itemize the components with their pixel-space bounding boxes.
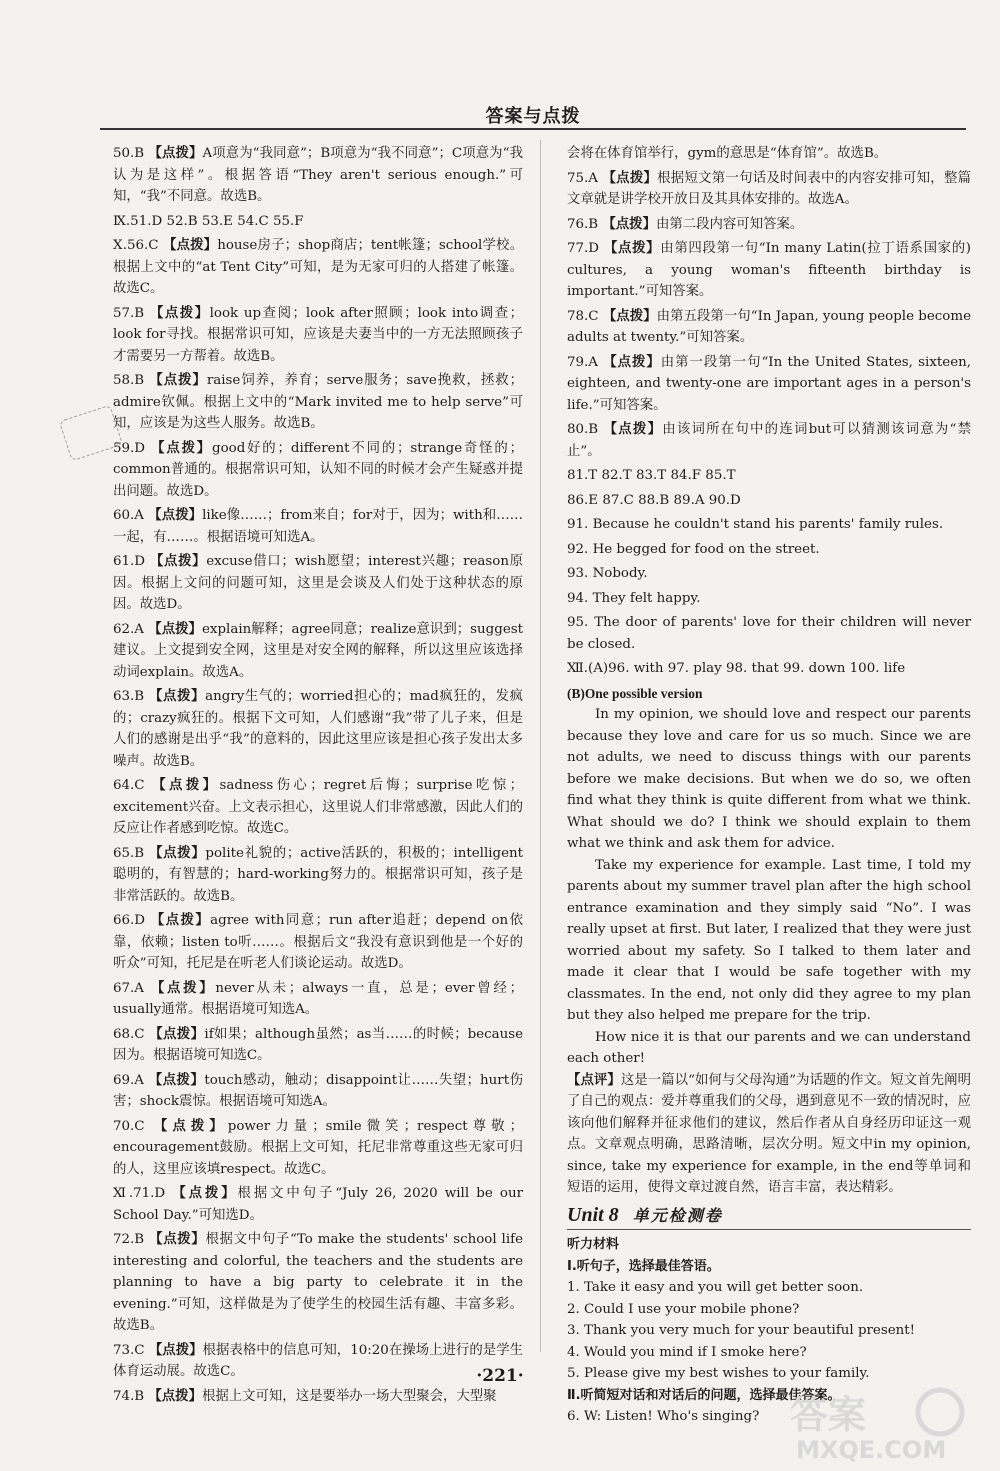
hint-tag: 【点拨】 <box>148 620 202 637</box>
answer-number: 95. <box>567 615 589 630</box>
answer-item <box>113 1183 523 1226</box>
page-number: ·221· <box>476 1366 524 1386</box>
answer-number: 92. <box>567 541 589 557</box>
hint-tag: 【点拨】 <box>148 1341 203 1358</box>
answer-text: power力量；smile微笑；respect尊敬；encouragement鼓励。根据上文可知，托尼非常尊重这些无家可归的人，这里应该填respect。故选C。 <box>113 1118 524 1177</box>
answer-number: 62.A <box>113 621 144 637</box>
hint-tag: 【点拨】 <box>602 215 656 232</box>
answer-text: good好的；different不同的；strange奇怪的；common普通的。根据常识可知，认知不同的时候才会产生疑惑并提出问题。故选D。 <box>113 440 524 499</box>
answer-number: 94. <box>567 590 589 606</box>
answer-number: 64.C <box>113 778 145 793</box>
answer-item <box>567 563 971 585</box>
hint-tag: 【点拨】 <box>149 553 207 569</box>
answer-text: touch感动，触动；disappoint让……失望；hurt伤害；shock震惊。根据语境可知选A。 <box>113 1072 523 1109</box>
listening-line: 5. Please give my best wishes to your family. <box>567 1366 870 1381</box>
answer-text: 由第一段第一句“In the United States, sixteen, eighteen, and twenty-one are important ages in a person's life.”可知答案。 <box>567 354 971 413</box>
answer-text: He begged for food on the street. <box>592 541 820 557</box>
answer-item <box>113 505 523 548</box>
answer-item <box>113 235 523 300</box>
answer-number: 69.A <box>113 1072 144 1088</box>
answer-number: 76.B <box>567 216 599 232</box>
answer-item <box>567 514 971 536</box>
hint-tag: 【点拨】 <box>150 912 211 928</box>
answer-number: 81.T <box>567 468 598 483</box>
essay-paragraph: How nice it is that our parents and we can understand each other! <box>567 1029 971 1066</box>
answer-number: 77.D <box>567 241 600 256</box>
answer-number: 68.C <box>113 1026 145 1042</box>
answer-text: 由第二段内容可知答案。 <box>655 216 804 232</box>
answer-number: 50.B <box>113 146 145 161</box>
answer-item <box>113 551 523 616</box>
answer-text: with 97. play 98. that 99. down 100. life <box>633 661 906 676</box>
answer-item <box>567 168 971 211</box>
column-divider <box>540 140 541 1352</box>
answer-number: 66.D <box>113 913 146 928</box>
essay-comment <box>567 1070 971 1199</box>
answer-item <box>113 978 523 1021</box>
answer-item <box>113 1229 523 1337</box>
answer-item <box>113 1024 523 1067</box>
answer-number: 86.E <box>567 492 599 508</box>
answer-item <box>113 143 523 208</box>
answer-number: 60.A <box>113 508 144 523</box>
essay-label: (B)One possible version <box>567 685 703 701</box>
listening-heading: 听力材料 <box>567 1237 620 1252</box>
answer-text: 87.C 88.B 89.A 90.D <box>602 492 741 508</box>
comment-text: 这是一篇以“如何与父母沟通”为话题的作文。短文首先阐明了自己的观点：爱并尊重我们的父母，遇到意见不一致的情况时，应该向他们解释并征求他们的建议，然后作者从自身经历印证这一观点。文章观点明确，思路清晰，层次分明。短文中in my opinion, since, take my experience for example, in the end等单词和短语的运用，使得文章过渡自然，语言丰富，表达精彩。 <box>567 1072 971 1195</box>
answer-text: Because he couldn't stand his parents' family rules. <box>592 517 944 532</box>
unit-title: Unit 8 <box>567 1203 619 1226</box>
hint-tag: 【点拨】 <box>602 169 658 186</box>
answer-item <box>567 214 971 236</box>
answer-text: if如果；although虽然；as当……的时候；because因为。根据语境可知选C。 <box>113 1026 523 1063</box>
answer-item <box>113 686 523 772</box>
answer-text: look up查阅；look after照顾；look into调查；look for寻找。根据常识可知，应该是夫妻当中的一方无法照顾孩子才需要另一方帮着。故选B。 <box>113 305 524 364</box>
answer-text: The door of parents' love for their children will never be closed. <box>567 615 971 652</box>
answer-text: angry生气的；worried担心的；mad疯狂的，发疯的；crazy疯狂的。根据下文可知，人们感谢“我”带了儿子来，但是人们的感谢是出乎“我”的意料的，因此这里应该是担心孩子发出太多噪声。故选B。 <box>113 689 523 769</box>
answer-item <box>567 306 971 349</box>
answer-text: agree with同意；run after追赶；depend on依靠，依赖；listen to听……。根据后文“我没有意识到他是一个好的听众”可知，托尼是在听老人们谈论运动。故选D。 <box>113 913 523 971</box>
answer-number: 79.A <box>567 354 598 370</box>
answer-number: 57.B <box>113 305 145 321</box>
answer-item <box>113 1386 523 1408</box>
answer-item <box>567 465 971 487</box>
answer-text: 根据文中句子“To make the students' school life interesting and colorful, the teachers and the students are planning to have a big party to celebrate it in the evening.”可知，这样做是为了使学生的校园生活有趣、丰富多彩。故选B。 <box>113 1232 524 1333</box>
unit-heading <box>567 1205 971 1231</box>
listening-line: 2. Could I use your mobile phone? <box>567 1301 800 1317</box>
hint-tag: 【点拨】 <box>162 237 218 253</box>
answer-item <box>113 370 523 435</box>
answer-number: 93. <box>567 566 589 581</box>
answer-item <box>113 211 523 233</box>
answer-number: 78.C <box>567 308 599 324</box>
answer-text: Nobody. <box>592 566 648 581</box>
hint-tag: 【点拨】 <box>149 1231 206 1247</box>
hint-tag: 【点拨】 <box>149 1025 205 1042</box>
answer-number: 67.A <box>113 980 144 996</box>
hint-tag: 【点拨】 <box>149 688 206 704</box>
answer-text: house房子；shop商店；tent帐篷；school学校。根据上文中的“at Tent City”可知，是为无家可归的人搭建了帐篷。故选C。 <box>113 238 523 296</box>
answer-item <box>567 352 971 417</box>
hint-tag: 【点拨】 <box>151 439 212 456</box>
hint-tag: 【点拨】 <box>602 307 657 324</box>
answer-item <box>567 238 971 303</box>
answer-text: 82.T 83.T 84.F 85.T <box>601 468 736 483</box>
hint-tag: 【点拨】 <box>148 507 203 523</box>
answer-number: Ⅻ.(A)96. <box>567 661 630 676</box>
answer-number: 73.C <box>113 1342 145 1358</box>
answer-item <box>567 612 971 655</box>
page-header <box>100 98 966 130</box>
hint-tag: 【点拨】 <box>603 240 661 256</box>
answer-number: 72.B <box>113 1232 145 1247</box>
svg-text:MXQE.COM: MXQE.COM <box>796 1436 947 1464</box>
answer-number: 75.A <box>567 170 598 186</box>
answer-number: 74.B <box>113 1388 145 1404</box>
answer-number: 70.C <box>113 1118 145 1134</box>
unit-subtitle: 单元检测卷 <box>632 1207 723 1225</box>
answer-item <box>113 438 523 503</box>
hint-tag: 【点拨】 <box>603 353 661 370</box>
answer-text: 52.B 53.E 54.C 55.F <box>166 213 304 229</box>
answer-item <box>113 1116 523 1181</box>
answer-text: 根据表格中的信息可知，10:20在操场上进行的是学生体育运动展。故选C。 <box>113 1342 524 1379</box>
answer-item <box>113 619 523 684</box>
listening-section-2: Ⅱ.听简短对话和对话后的问题，选择最佳答案。 <box>567 1387 841 1403</box>
right-column <box>567 143 971 1428</box>
listening-line: 3. Thank you very much for your beautiful present! <box>567 1323 916 1338</box>
hint-tag: 【点拨】 <box>150 979 216 996</box>
answer-number: 65.B <box>113 845 145 861</box>
hint-tag: 【点拨】 <box>149 844 206 861</box>
answer-text: never从未；always一直，总是；ever曾经；usually通常。根据语境可知选A。 <box>113 980 524 1017</box>
answer-text: 由该词所在句中的连词but可以猜测该词意为“禁止”。 <box>567 422 972 459</box>
answer-item <box>567 143 971 165</box>
watermark-logo <box>780 1384 980 1464</box>
hint-tag: 【点拨】 <box>149 372 207 388</box>
answer-list-right <box>567 143 971 680</box>
answer-text: polite礼貌的；active活跃的，积极的；intelligent聪明的，有智慧的；hard-working努力的。根据常识可知，孩子是非常活跃的。故选B。 <box>113 845 524 904</box>
answer-text: A项意为“我同意”；B项意为“我不同意”；C项意为“我认为是这样”。根据答语“They aren't serious enough.”可知，“我”不同意。故选B。 <box>113 146 523 204</box>
hint-tag: 【点拨】 <box>148 1387 202 1404</box>
answer-text: excuse借口；wish愿望；interest兴趣；reason原因。根据上文问的问题可知，这里是会谈及人们处于这种状态的原因。故选D。 <box>113 554 524 612</box>
hint-tag: 【点拨】 <box>172 1185 238 1201</box>
answer-text: 由第四段第一句“In many Latin(拉丁语系国家的) cultures, a young woman's fifteenth birthday is important.”可知答案。 <box>567 241 971 299</box>
answer-item <box>567 490 971 512</box>
hint-tag: 【点拨】 <box>153 1117 228 1134</box>
essay-paragraph: Take my experience for example. Last time, I told my parents about my summer travel plan after the high school entrance examination and they simply said “No”. I was really upset at first. But later, I realized that they were just worried about my safety. So I talked to them later and made it clear that I would be safe together with my classmates. In the end, not only did they agree to my plan but they also helped me prepare for the trip. <box>567 857 971 1023</box>
answer-number: Ⅹ.56.C <box>113 238 159 253</box>
answer-item <box>567 419 971 462</box>
left-column <box>113 143 523 1410</box>
page-header-title: 答案与点拨 <box>485 106 581 127</box>
comment-tag: 【点评】 <box>567 1071 621 1088</box>
hint-tag: 【点拨】 <box>148 1071 205 1088</box>
answer-number: 58.B <box>113 373 145 388</box>
answer-text: 根据上文可知，这是要举办一场大型聚会，大型聚 <box>201 1388 497 1404</box>
answer-number: 63.B <box>113 689 145 704</box>
answer-item <box>113 1070 523 1113</box>
answer-text: 由第五段第一句“In Japan, young people become adults at twenty.”可知答案。 <box>567 308 971 345</box>
answer-number: 80.B <box>567 422 599 437</box>
answer-text: 根据短文第一句话及时间表中的内容安排可知，整篇文章就是讲学校开放日及其具体安排的。故选A。 <box>567 170 972 207</box>
listening-section-1: Ⅰ.听句子，选择最佳答语。 <box>567 1258 720 1274</box>
answer-item <box>567 658 971 680</box>
listening-line: 1. Take it easy and you will get better soon. <box>567 1280 864 1295</box>
answer-text: raise饲养，养育；serve服务；save挽救，拯救；admire钦佩。根据上文中的“Mark invited me to help serve”可知，应该是为这些人服务。故选B。 <box>113 373 523 431</box>
answer-item <box>113 775 523 840</box>
answer-item <box>567 588 971 610</box>
answer-number: 91. <box>567 517 589 532</box>
answer-item <box>113 843 523 908</box>
hint-tag: 【点拨】 <box>149 304 210 321</box>
answer-text: They felt happy. <box>592 590 701 606</box>
answer-number: 61.D <box>113 554 146 569</box>
svg-text:答案: 答案 <box>790 1393 867 1437</box>
answer-text: 会将在体育馆举行，gym的意思是“体育馆”。故选B。 <box>567 146 888 161</box>
sample-essay <box>567 683 971 1199</box>
answer-number: Ⅸ.51.D <box>113 213 163 229</box>
hint-tag: 【点拨】 <box>148 145 203 161</box>
answer-text: sadness伤心；regret后悔；surprise吃惊；excitement兴奋。上文表示担心，这里说人们非常感激，因此人们的反应让作者感到吃惊。故选C。 <box>113 778 524 836</box>
answer-item <box>113 303 523 368</box>
answer-number: Ⅺ.71.D <box>113 1186 166 1201</box>
listening-line: 6. W: Listen! Who's singing? <box>567 1409 760 1424</box>
hint-tag: 【点拨】 <box>152 777 220 793</box>
essay-paragraph: In my opinion, we should love and respect our parents because they love and care for us so much. Since we are not adults, we need to discuss things with our parents before we make decisions. But when we do so, we often find what they think is quite different from what we think. What should we do? I think we should explain to them what we think and ask them for advice. <box>567 707 971 851</box>
hint-tag: 【点拨】 <box>603 421 663 437</box>
answer-text: explain解释；agree同意；realize意识到；suggest建议。上文提到安全网，这里是对安全网的解释，所以这里应该选择动词explain。故选A。 <box>113 621 523 680</box>
answer-number: 59.D <box>113 440 146 456</box>
answer-text: 根据文中句子“July 26, 2020 will be our School Day.”可知选D。 <box>113 1186 524 1223</box>
answer-item <box>567 539 971 561</box>
listening-line: 4. Would you mind if I smoke here? <box>567 1344 807 1360</box>
answer-item <box>113 910 523 975</box>
answer-text: like像……；from来自；for对于，因为；with和……一起，有……。根据语境可知选A。 <box>113 508 524 545</box>
